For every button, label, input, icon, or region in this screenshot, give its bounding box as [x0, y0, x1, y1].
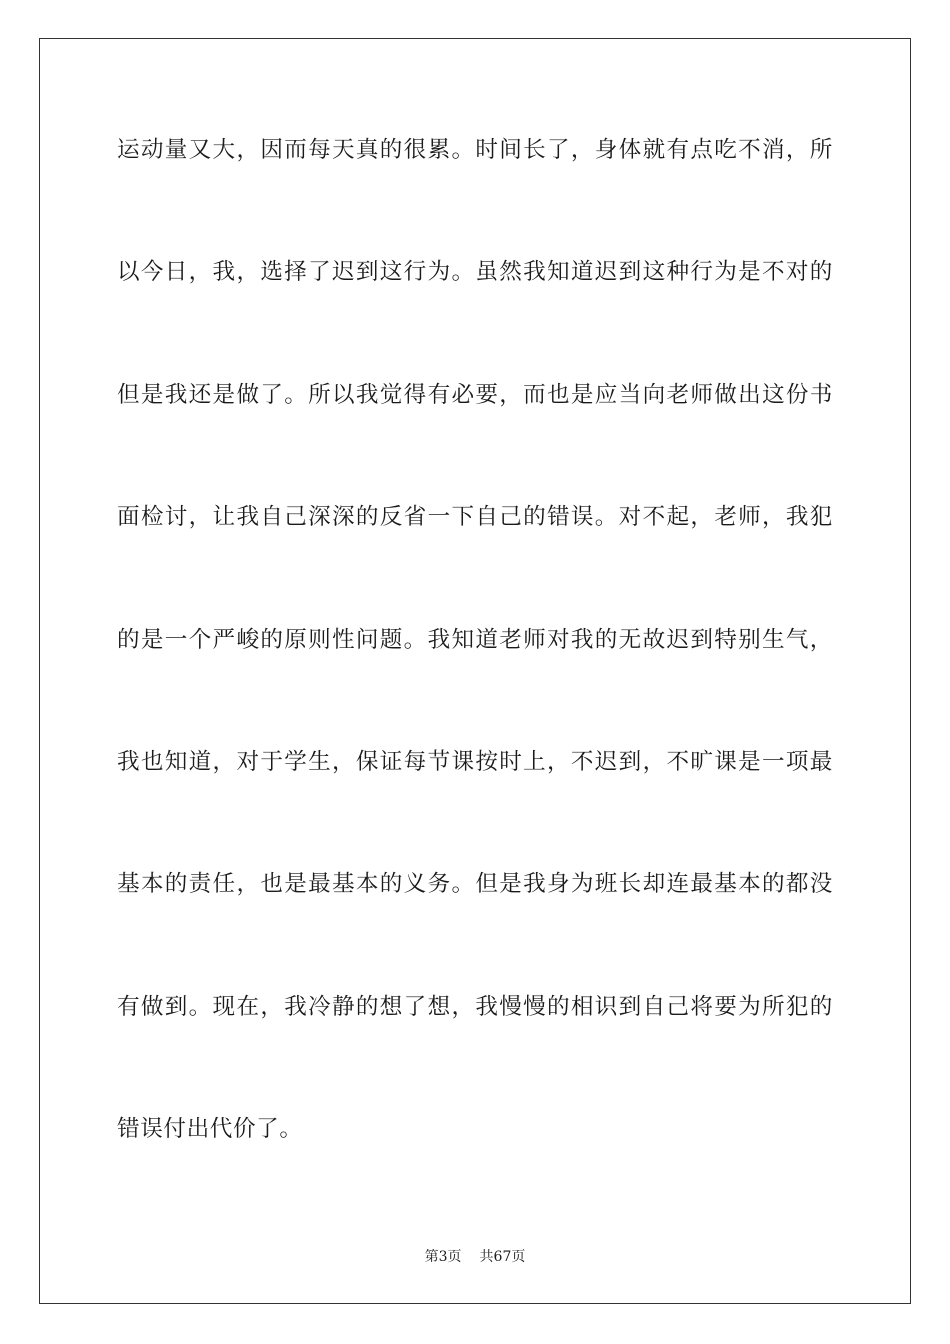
page-total: 共67页 [479, 1249, 526, 1265]
text-line: 有做到。现在，我冷静的想了想，我慢慢的相识到自己将要为所犯的 [117, 993, 833, 1020]
page-footer [0, 1246, 950, 1266]
text-line: 基本的责任，也是最基本的义务。但是我身为班长却连最基本的都没 [117, 871, 833, 898]
document-body [117, 122, 833, 1224]
text-line: 我也知道，对于学生，保证每节课按时上，不迟到，不旷课是一项最 [117, 748, 833, 775]
text-line: 以今日，我，选择了迟到这行为。虽然我知道迟到这种行为是不对的 [117, 259, 833, 286]
text-line: 错误付出代价了。 [117, 1116, 303, 1143]
text-line: 运动量又大，因而每天真的很累。时间长了，身体就有点吃不消，所 [117, 137, 833, 163]
text-line: 但是我还是做了。所以我觉得有必要，而也是应当向老师做出这份书 [117, 381, 833, 408]
text-line: 面检讨，让我自己深深的反省一下自己的错误。对不起，老师，我犯 [117, 504, 833, 531]
text-line: 的是一个严峻的原则性问题。我知道老师对我的无故迟到特别生气， [117, 626, 833, 653]
page-number: 第3页 [424, 1249, 462, 1265]
